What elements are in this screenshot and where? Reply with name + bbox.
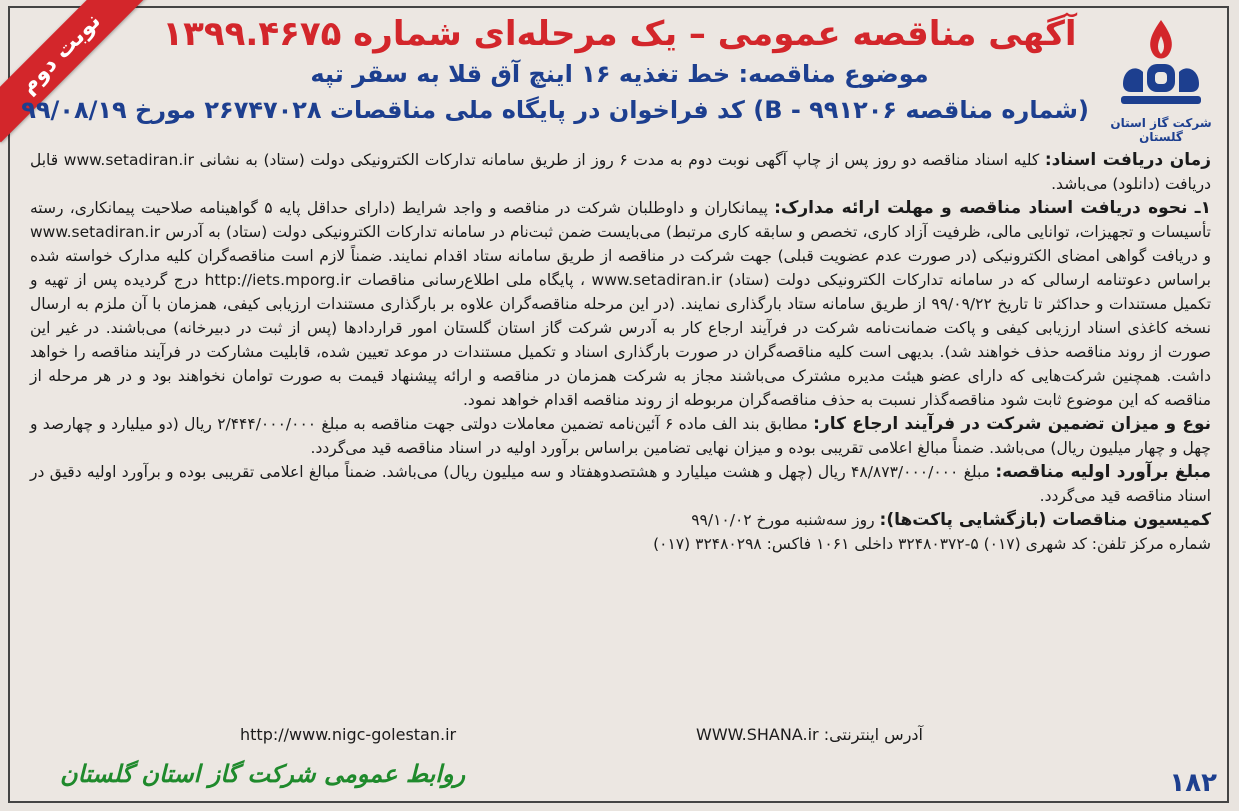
section-text: کلیه اسناد مناقصه دو روز پس از چاپ آگهی نوبت دوم به مدت ۶ روز از طریق سامانه تدارکات الکترونیکی دولت (ستاد) به نشانی www.setadiran.ir قابل دریافت (دانلود) می‌باشد. <box>30 151 1211 193</box>
section-text: مبلغ ۴۸/۸۷۳/۰۰۰/۰۰۰ ریال (چهل و هشت میلیارد و هشتصدوهفتاد و سه میلیون ریال) می‌باشد. ضمناً مبالغ اعلامی تقریبی بوده و برآورد اولیه دقیق در اسناد مناقصه قید می‌گردد. <box>30 463 1211 505</box>
section-heading: زمان دریافت اسناد: <box>1044 150 1211 170</box>
section-document-time <box>30 148 1211 196</box>
section-estimate <box>30 460 1211 508</box>
logo-caption: شرکت گاز استان گلستان <box>1110 116 1212 144</box>
tender-reference: (شماره مناقصه B - ۹۹۱۲۰۶) کد فراخوان در پایگاه ملی مناقصات ۲۶۷۴۷۰۲۸ مورخ ۹۹/۰۸/۱۹ <box>21 96 1089 124</box>
section-text: روز سه‌شنبه مورخ ۹۹/۱۰/۰۲ <box>691 511 875 529</box>
section-guarantee <box>30 412 1211 460</box>
section-heading: کمیسیون مناقصات (بازگشایی پاکت‌ها): <box>879 510 1211 530</box>
notice-title: آگهی مناقصه عمومی – یک مرحله‌ای شماره ۱۳۹۹.۴۶۷۵ <box>162 14 1077 54</box>
public-relations-signature: روابط عمومی شرکت گاز استان گلستان <box>60 760 466 788</box>
section-text: پیمانکاران و داوطلبان شرکت در مناقصه و واجد شرایط (دارای حداقل پایه ۵ گواهینامه صلاحیت پیمانکاری، رسته تأسیسات و تجهیزات، توانایی مالی، ظرفیت آزاد کاری، تخصص و سابقه کاری مرتبط) می‌بایست ضمن ثبت‌نام در سامانه تدارکات الکترونیکی دولت (ستاد) به آدرس www.setadiran.ir و دریافت گواهی امضای الکترونیکی (در صورت عدم عضویت قبلی) جهت شرکت در مناقصه از طریق سامانه ستاد اقدام نمایند. ضمناً لازم است مناقصه‌گران کلیه مدارک خواسته شده براساس دعوتنامه ارسالی که در سامانه تدارکات الکترونیکی دولت (ستاد) www.setadiran.ir ، پایگاه ملی اطلاع‌رسانی مناقصات http://iets.mporg.ir درج گردیده پس از تهیه و تکمیل مستندات و حداکثر تا تاریخ ۹۹/۰۹/۲۲ از طریق سامانه ستاد بارگذاری نمایند. (در این مرحله مناقصه‌گران علاوه بر بارگذاری مستندات ارزیابی کیفی، همزمان با آن ملزم به ارسال نسخه کاغذی اسناد ارزیابی کیفی و پاکت ضمانت‌نامه شرکت در فرآیند ارجاع کار به آدرس شرکت گاز استان گلستان امور قراردادها (پس از ثبت در دبیرخانه) می‌باشند. در غیر این صورت از روند مناقصه حذف خواهند شد). بدیهی است کلیه مناقصه‌گران در صورت بارگذاری اسناد و تکمیل مستندات در موعد تعیین شده، قابلیت مشارکت در فرآیند مناقصه را خواهد داشت. همچنین شرکت‌هایی که دارای عضو هیئت مدیره مشترک می‌باشند مجاز به شرکت همزمان در مناقصه و ارائه پیشنهاد قیمت به صورت توامان نخواهند بود و در هر مرحله از مناقصه که این موضوع ثابت شود مناقصه‌گذار نسبت به حذف مناقصه‌گران مربوطه از روند مناقصه اقدام خواهد نمود. <box>30 199 1212 409</box>
section-heading: مبلغ برآورد اولیه مناقصه: <box>995 462 1211 482</box>
section-text: مطابق بند الف ماده ۶ آئین‌نامه تضمین معاملات دولتی جهت مناقصه به مبلغ ۲/۴۴۴/۰۰۰/۰۰۰ ریال (دو میلیارد و چهارصد و چهل و چهار میلیون ریال) می‌باشد. ضمناً مبالغ اعلامی تقریبی بوده و میزان نهایی تضامین براساس برآورد اولیه در اسناد مناقصه قید می‌گردد. <box>30 415 1211 457</box>
gas-flame-logo-icon <box>1113 14 1209 114</box>
footer-links <box>30 725 1211 749</box>
company-logo <box>1101 14 1221 144</box>
notice-body <box>30 148 1211 556</box>
section-commission <box>30 508 1211 532</box>
badge-text: نوبت دوم <box>0 0 149 142</box>
tender-subject: موضوع مناقصه: خط تغذیه ۱۶ اینچ آق قلا به سقر تپه <box>310 60 929 88</box>
internet-address: آدرس اینترنتی: WWW.SHANA.ir <box>696 725 923 744</box>
section-heading: نوع و میزان تضمین شرکت در فرآیند ارجاع کار: <box>813 414 1211 434</box>
phone-line: شماره مرکز تلفن: کد شهری (۰۱۷) ۵-۳۲۴۸۰۳۷۲ داخلی ۱۰۶۱ فاکس: ۳۲۴۸۰۲۹۸ (۰۱۷) <box>653 535 1211 553</box>
section-heading: ۱ـ نحوه دریافت اسناد مناقصه و مهلت ارائه مدارک: <box>774 198 1211 218</box>
section-submission <box>30 196 1211 412</box>
page-number: ۱۸۲ <box>1169 768 1217 798</box>
website-link[interactable]: http://www.nigc-golestan.ir <box>240 725 457 744</box>
